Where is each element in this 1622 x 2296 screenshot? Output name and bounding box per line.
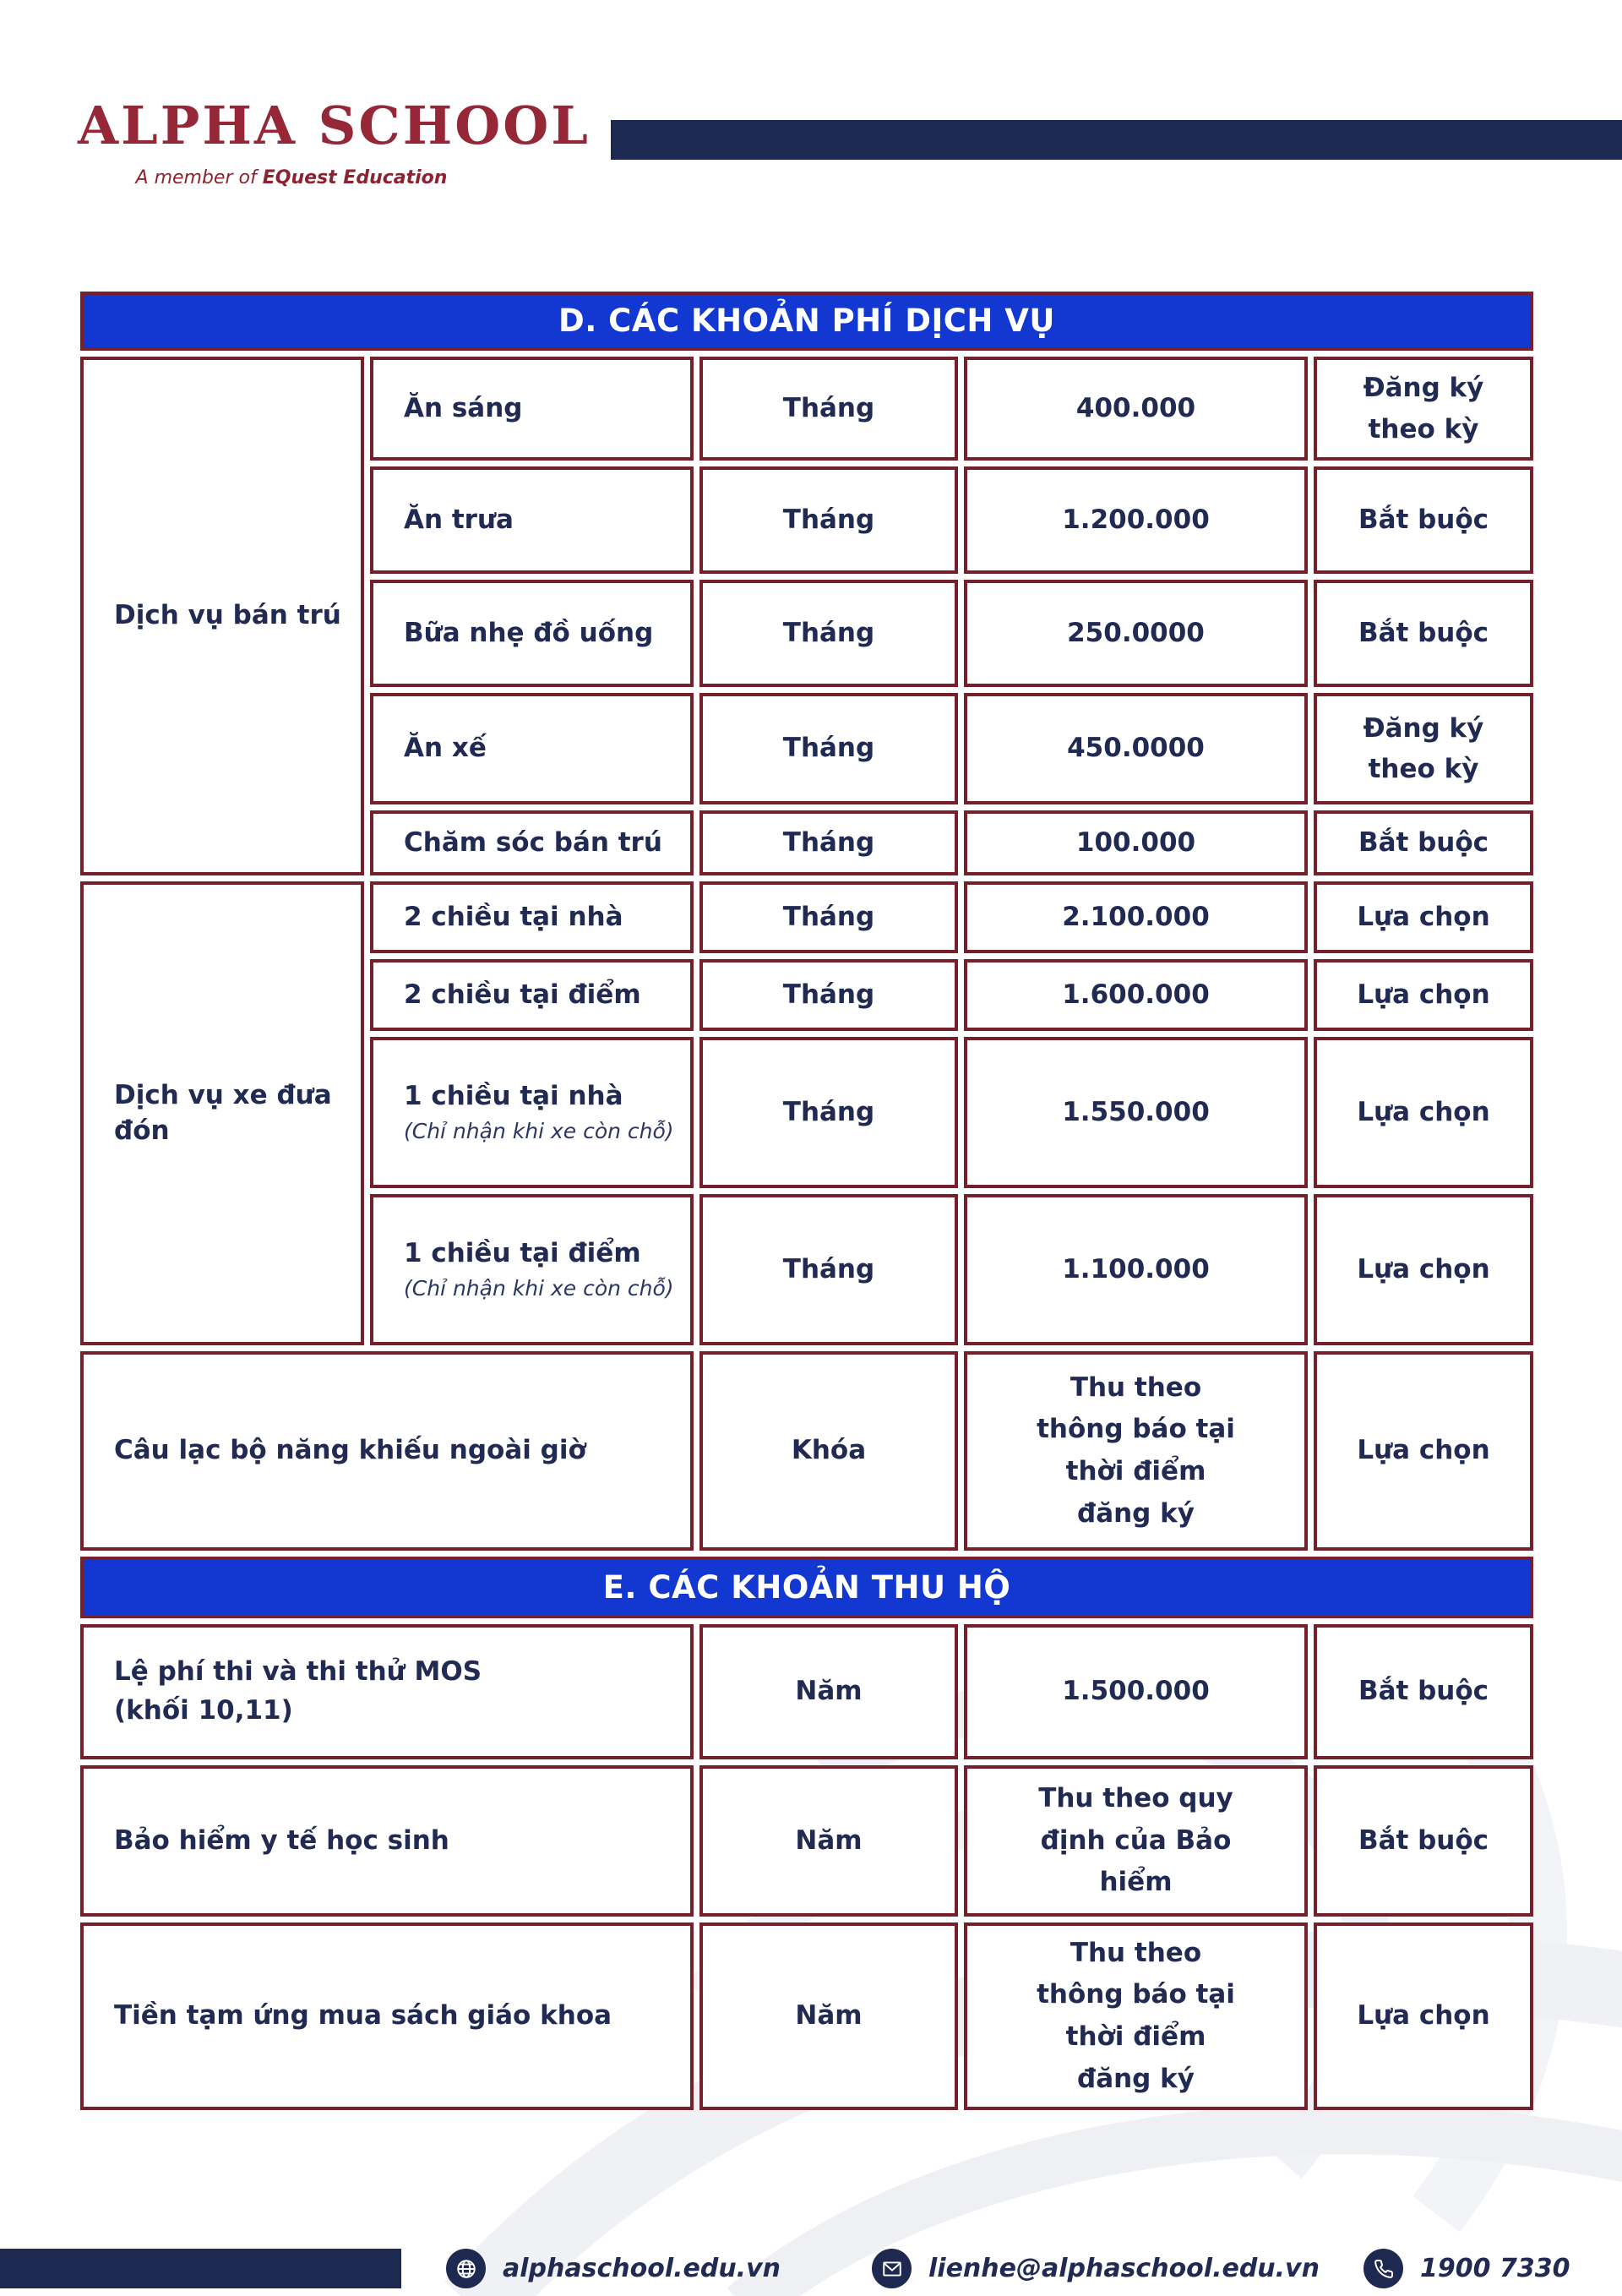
row-11-item-line2: (khối 10,11) [114, 1695, 293, 1726]
row-13-status: Lựa chọn [1314, 1922, 1533, 2110]
row-11-item [80, 1624, 694, 1759]
globe-icon [446, 2249, 486, 2288]
row-1-status-text: Đăng ký theo kỳ [1363, 373, 1484, 444]
row-12-period: Năm [699, 1765, 958, 1917]
row-5-amount: 100.000 [964, 810, 1308, 875]
row-10-amount-text: Thu theo thông báo tại thời điểm đăng ký [1037, 1372, 1235, 1529]
email-label: lienhe@alphaschool.edu.vn [928, 2254, 1320, 2283]
row-7-period: Tháng [699, 959, 958, 1031]
row-13-period: Năm [699, 1922, 958, 2110]
footer-accent-bar [0, 2249, 401, 2288]
phone-item [1363, 2249, 1570, 2288]
section-e-header: E. CÁC KHOẢN THU HỘ [80, 1557, 1533, 1618]
row-12-amount-text: Thu theo quy định của Bảo hiểm [1038, 1783, 1233, 1898]
row-13-amount [964, 1922, 1308, 2110]
row-5-period: Tháng [699, 810, 958, 875]
category-cell-xe-dua-don: Dịch vụ xe đưa đón [80, 881, 364, 1345]
row-6-item: 2 chiều tại nhà [370, 881, 694, 953]
row-8-amount: 1.550.000 [964, 1037, 1308, 1188]
row-5-status: Bắt buộc [1314, 810, 1533, 875]
row-6-amount: 2.100.000 [964, 881, 1308, 953]
row-6-status: Lựa chọn [1314, 881, 1533, 953]
row-9-item-text: 1 chiều tại điểm [404, 1238, 641, 1269]
phone-icon [1363, 2249, 1403, 2288]
row-10-amount [964, 1351, 1308, 1551]
fee-table [80, 292, 1533, 2110]
row-8-item-text: 1 chiều tại nhà [404, 1081, 623, 1112]
row-3-status: Bắt buộc [1314, 580, 1533, 687]
logo-tagline [80, 167, 503, 188]
row-9-status: Lựa chọn [1314, 1194, 1533, 1345]
row-10-period: Khóa [699, 1351, 958, 1551]
row-2-amount: 1.200.000 [964, 466, 1308, 574]
row-5-item: Chăm sóc bán trú [370, 810, 694, 875]
row-11-period: Năm [699, 1624, 958, 1759]
row-7-amount: 1.600.000 [964, 959, 1308, 1031]
row-6-period: Tháng [699, 881, 958, 953]
website-item [446, 2249, 781, 2288]
row-8-status: Lựa chọn [1314, 1037, 1533, 1188]
row-10-item: Câu lạc bộ năng khiếu ngoài giờ [80, 1351, 694, 1551]
row-11-item-text: Lệ phí thi và thi thử MOS [114, 1656, 482, 1688]
row-3-period: Tháng [699, 580, 958, 687]
row-4-item: Ăn xế [370, 693, 694, 804]
row-13-item: Tiền tạm ứng mua sách giáo khoa [80, 1922, 694, 2110]
row-1-period: Tháng [699, 357, 958, 461]
section-d-header: D. CÁC KHOẢN PHÍ DỊCH VỤ [80, 292, 1533, 351]
row-4-amount: 450.0000 [964, 693, 1308, 804]
row-7-item: 2 chiều tại điểm [370, 959, 694, 1031]
envelope-icon [872, 2249, 912, 2288]
row-1-amount: 400.000 [964, 357, 1308, 461]
header-accent-bar [611, 120, 1622, 160]
row-2-status: Bắt buộc [1314, 466, 1533, 574]
row-8-item-note: (Chỉ nhận khi xe còn chỗ) [404, 1119, 674, 1144]
row-13-amount-text: Thu theo thông báo tại thời điểm đăng ký [1037, 1937, 1235, 2094]
row-3-item: Bữa nhẹ đồ uống [370, 580, 694, 687]
row-4-status-text: Đăng ký theo kỳ [1363, 712, 1484, 784]
school-logo: ALPHA SCHOOL [78, 95, 591, 156]
row-7-status: Lựa chọn [1314, 959, 1533, 1031]
row-1-item: Ăn sáng [370, 357, 694, 461]
row-2-item: Ăn trưa [370, 466, 694, 574]
website-label: alphaschool.edu.vn [503, 2254, 781, 2283]
row-12-item: Bảo hiểm y tế học sinh [80, 1765, 694, 1917]
row-12-status: Bắt buộc [1314, 1765, 1533, 1917]
row-2-period: Tháng [699, 466, 958, 574]
tagline-emphasis: EQuest Education [262, 167, 448, 188]
row-8-item [370, 1037, 694, 1188]
phone-label: 1900 7330 [1420, 2254, 1570, 2283]
row-9-item [370, 1194, 694, 1345]
row-11-status: Bắt buộc [1314, 1624, 1533, 1759]
row-8-period: Tháng [699, 1037, 958, 1188]
row-10-status: Lựa chọn [1314, 1351, 1533, 1551]
row-9-amount: 1.100.000 [964, 1194, 1308, 1345]
category-cell-ban-tru: Dịch vụ bán trú [80, 357, 364, 875]
row-9-item-note: (Chỉ nhận khi xe còn chỗ) [404, 1276, 674, 1301]
row-1-status [1314, 357, 1533, 461]
tagline-prefix: A member of [135, 167, 263, 188]
row-12-amount [964, 1765, 1308, 1917]
row-4-status [1314, 693, 1533, 804]
row-9-period: Tháng [699, 1194, 958, 1345]
email-item [872, 2249, 1320, 2288]
row-4-period: Tháng [699, 693, 958, 804]
row-11-amount: 1.500.000 [964, 1624, 1308, 1759]
row-3-amount: 250.0000 [964, 580, 1308, 687]
